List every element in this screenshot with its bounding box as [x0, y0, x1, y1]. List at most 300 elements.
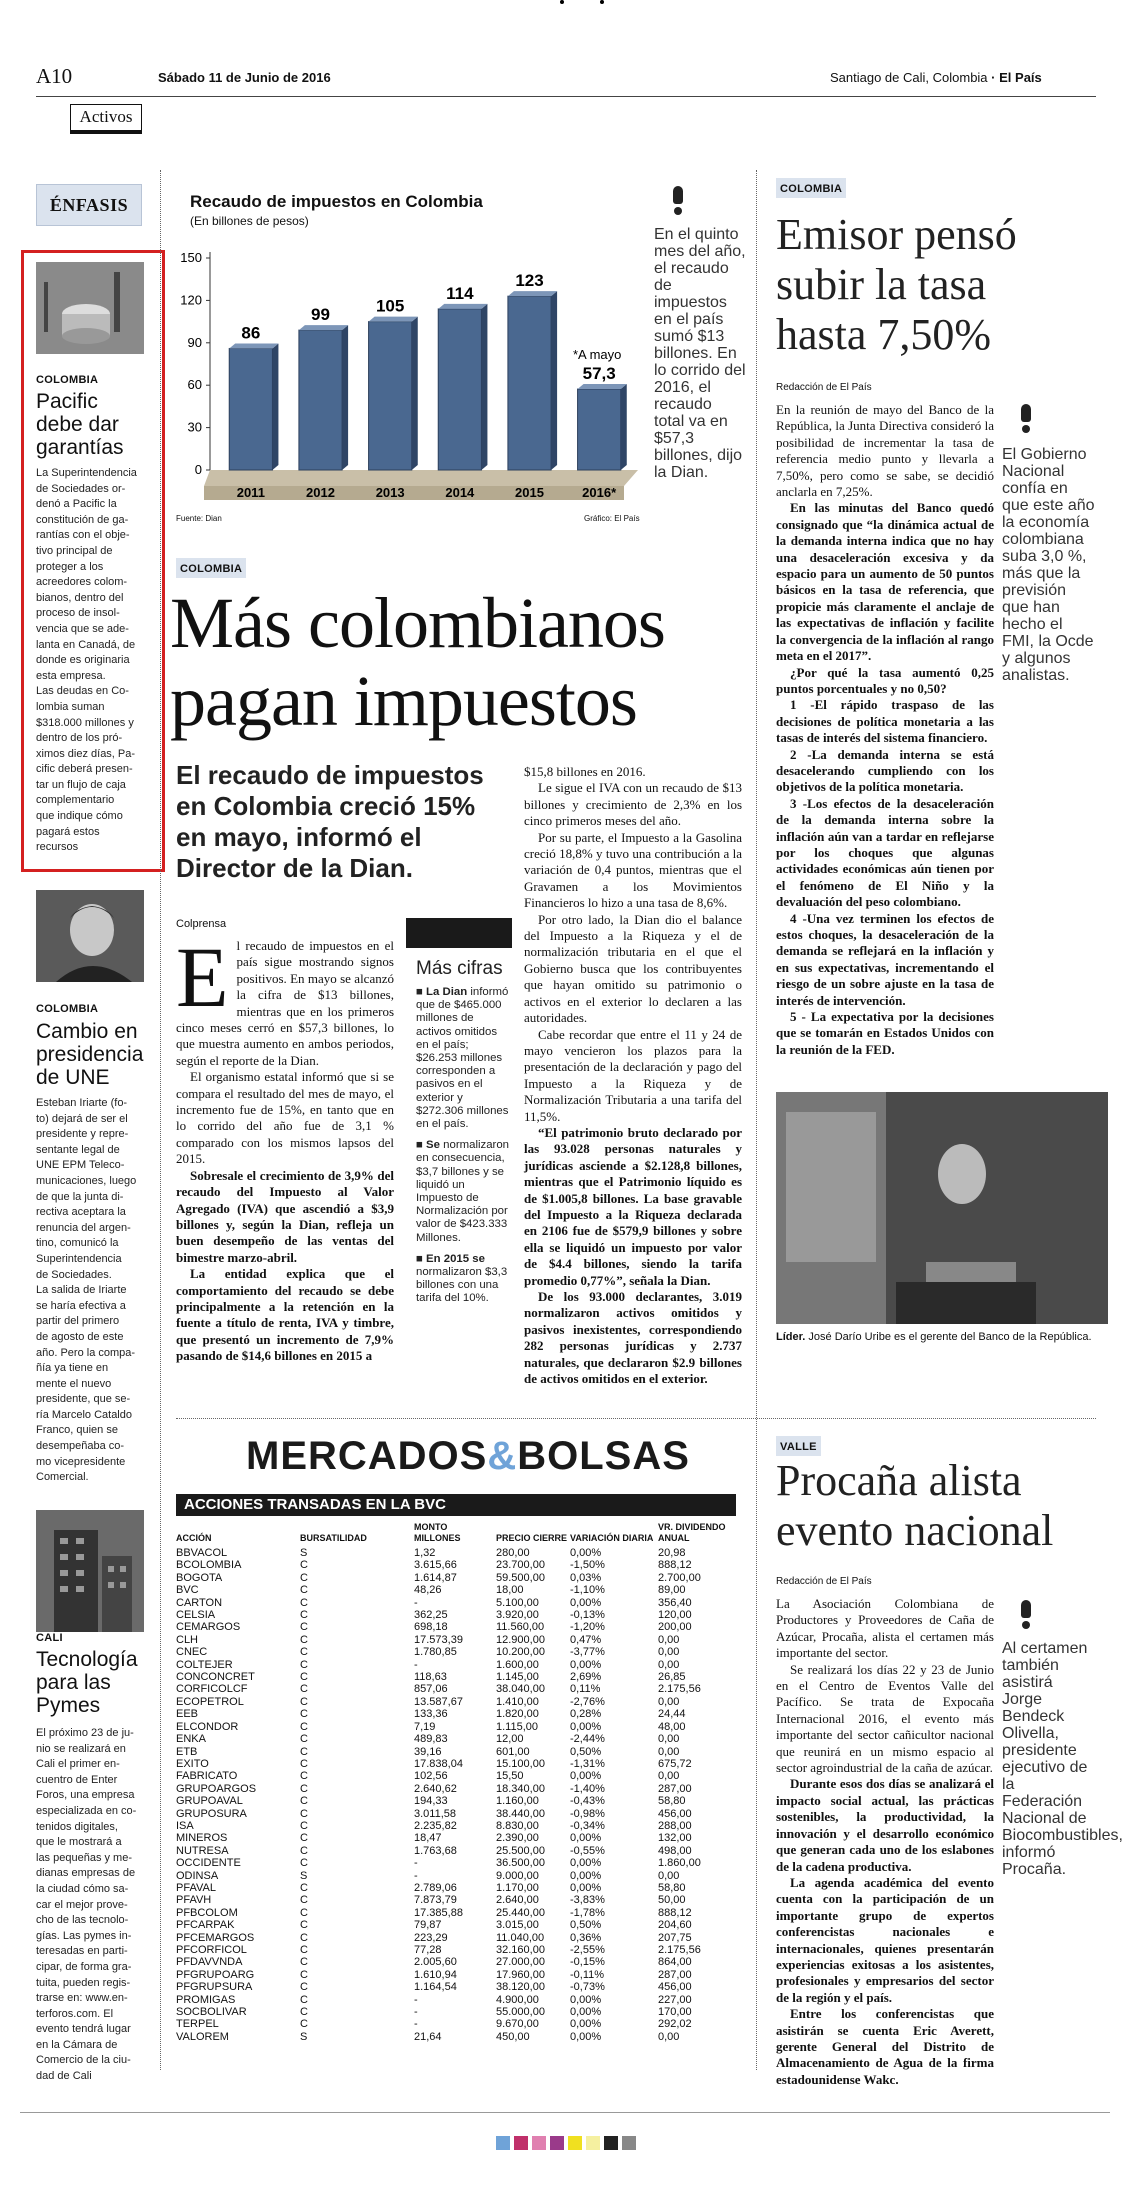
story1-line: esta empresa. — [36, 669, 106, 682]
story1-line: recursos — [36, 841, 79, 854]
table-cell: EEB — [176, 1708, 199, 1721]
story2-line: Comercial. — [36, 1471, 89, 1484]
table-cell: 356,40 — [658, 1596, 692, 1609]
story1-body — [36, 466, 156, 856]
table-cell: 32.160,00 — [496, 1944, 545, 1956]
table-row — [176, 1721, 736, 1733]
table-row — [176, 1671, 736, 1683]
table-cell: 1.410,00 — [496, 1695, 539, 1708]
table-cell: -1,50% — [570, 1559, 605, 1572]
story1-line: vencia que se ade- — [36, 622, 129, 635]
table-cell: 0,00 — [658, 1745, 680, 1758]
main-headline-line2: pagan impuestos — [170, 661, 637, 741]
table-row — [176, 2031, 736, 2043]
story1-line: bianos, dentro del — [36, 591, 124, 604]
story3-line: El próximo 23 de ju- — [36, 1727, 134, 1739]
story2-line: Esteban Iriarte (fo- — [36, 1097, 128, 1109]
story2-line: presidente y repre- — [36, 1128, 129, 1141]
table-cell: 58,80 — [658, 1795, 686, 1808]
table-row — [176, 1770, 736, 1782]
emisor-side-note: El Gobierno Nacional confía en que este año la economía colombiana suba 3,0 %, más que la previsión que han hecho el FMI, la Ocde y algunos analistas. — [1002, 446, 1095, 684]
table-cell: ODINSA — [176, 1869, 219, 1882]
table-cell: 36.500,00 — [496, 1857, 545, 1870]
story2-line: mo vicepresidente — [36, 1455, 126, 1468]
table-cell: 0,00% — [570, 1596, 602, 1609]
story3-body — [36, 1726, 156, 2085]
table-cell: 2.235,82 — [414, 1819, 457, 1832]
cifra-head: ■ La Dian — [416, 986, 471, 998]
story3-line: las pequeñas y me- — [36, 1851, 132, 1864]
table-cell: C — [300, 1832, 308, 1845]
table-cell: 0,28% — [570, 1708, 602, 1721]
table-cell: 1.600,00 — [496, 1658, 539, 1671]
chart-source: Fuente: Dian — [176, 514, 222, 523]
table-cell: 3.615,66 — [414, 1559, 457, 1572]
table-cell: 0,00 — [658, 2030, 680, 2043]
emisor-paragraph: 5 - La expectativa por la decisiones que se tomarán en Estados Unidos con la reunión de la FED. — [776, 1009, 994, 1057]
table-cell: 10.200,00 — [496, 1646, 545, 1659]
table-cell: 0,00% — [570, 1881, 602, 1894]
chart-bar-top — [438, 304, 487, 309]
table-cell: 0,50% — [570, 1745, 602, 1758]
table-row — [176, 1609, 736, 1621]
story2-kicker: COLOMBIA — [36, 1003, 99, 1015]
building-illustration — [36, 1510, 144, 1632]
bvc-header-cell: VARIACIÓN DIARIA — [570, 1533, 654, 1543]
table-cell: C — [300, 1720, 308, 1733]
table-cell: 1.170,00 — [496, 1881, 539, 1894]
story2-headline: Cambio en presidencia de UNE — [36, 1020, 144, 1089]
table-cell: ETB — [176, 1745, 198, 1758]
table-cell: GRUPOSURA — [176, 1807, 247, 1820]
table-cell: 0,00% — [570, 1658, 602, 1671]
table-cell: -0,73% — [570, 1981, 605, 1994]
table-cell: C — [300, 1857, 308, 1870]
emisor-kicker: COLOMBIA — [780, 183, 843, 195]
table-cell: C — [300, 1894, 308, 1907]
tax-chart — [168, 236, 648, 526]
story3-headline: Tecnología para las Pymes — [36, 1648, 138, 1717]
table-cell: -3,77% — [570, 1646, 605, 1659]
story1-headline: Pacific debe dar garantías — [36, 390, 124, 459]
table-cell: NUTRESA — [176, 1844, 229, 1857]
portrait-illustration — [36, 890, 144, 982]
story1-line: pagará estos — [36, 825, 100, 838]
mas-cifras-title: Más cifras — [416, 958, 503, 979]
table-cell: PFCORFICOL — [176, 1944, 247, 1956]
main-col1 — [176, 929, 394, 1365]
table-cell: BVC — [176, 1584, 199, 1597]
table-cell: -0,34% — [570, 1819, 605, 1832]
story2-line: ría Marcelo Cataldo — [36, 1408, 132, 1421]
story2-line: La salida de Iriarte — [36, 1284, 127, 1297]
cifra-head: ■ En 2015 se — [416, 1252, 485, 1265]
table-cell: 2.390,00 — [496, 1832, 539, 1845]
emisor-paragraph: 3 -Los efectos de la desaceleración de la demanda interna sobre la inflación aún van a tardar en reflejarse por los choques que algunas actividades económicas aún tienen por el fenómeno de El Niño y la devaluación del peso colombiano. — [776, 795, 994, 910]
cifra-text: normalizaron en consecuencia, $3,7 billones y se liquidó un Impuesto de Normalización por valor de $423.333 Millones. — [416, 1139, 509, 1244]
table-row — [176, 1994, 736, 2006]
table-cell: C — [300, 1819, 308, 1832]
main-kicker-box — [176, 558, 246, 578]
table-cell: -1,78% — [570, 1906, 605, 1919]
table-cell: -0,11% — [570, 1968, 605, 1981]
table-cell: 0,03% — [570, 1571, 602, 1584]
table-cell: OCCIDENTE — [176, 1857, 241, 1870]
table-cell: C — [300, 1919, 308, 1932]
main-headline-line1: Más colombianos — [170, 583, 665, 663]
table-cell: C — [300, 1844, 308, 1857]
table-cell: 362,25 — [414, 1609, 448, 1622]
story2-line: se haría efectiva a — [36, 1299, 126, 1312]
table-cell: - — [414, 2018, 418, 2031]
table-cell: 0,00% — [570, 1770, 602, 1783]
table-cell: 287,00 — [658, 1968, 692, 1981]
table-cell: C — [300, 1708, 308, 1721]
header-date — [158, 70, 331, 85]
enfasis-label-box — [36, 184, 142, 226]
table-row — [176, 1547, 736, 1559]
table-cell: 132,00 — [658, 1832, 692, 1845]
table-cell: 39,16 — [414, 1745, 442, 1758]
bvc-table — [176, 1522, 736, 2043]
table-cell: 1.860,00 — [658, 1857, 701, 1870]
pymes-photo — [36, 1510, 144, 1632]
chart-bar — [369, 322, 412, 470]
procana-paragraph: Entre los conferencistas que asistirán se cuenta Eric Averett, gerente General del Distrito de Almacenamiento de Agua de la firma estadounidense Wakc. — [776, 2006, 994, 2087]
table-cell: 18,00 — [496, 1584, 524, 1597]
mercados-title — [246, 1434, 690, 1479]
procana-paragraph: Se realizará los días 22 y 23 de Junio en el Centro de Eventos Valle del Pacífico. Se trata de Expocaña Internacional 2016, el evento más importante del sector cañicultor nacional que reunirá en un mismo espacio al sector agroindustrial de la caña de azúcar. — [776, 1661, 994, 1776]
drop-cap: E — [176, 929, 229, 1025]
story2-line: UNE EPM Teleco- — [36, 1159, 125, 1172]
table-row — [176, 1559, 736, 1571]
chart-data-label: 99 — [311, 305, 330, 325]
table-cell: -0,13% — [570, 1609, 605, 1622]
table-cell: -2,55% — [570, 1944, 605, 1956]
mas-cifras-bar — [406, 918, 512, 948]
table-row — [176, 1956, 736, 1968]
table-cell: -1,20% — [570, 1621, 605, 1634]
header-date-text: Sábado 11 de Junio de 2016 — [158, 70, 331, 85]
table-cell: PFGRUPOARG — [176, 1968, 255, 1981]
table-cell: 287,00 — [658, 1782, 692, 1795]
table-row — [176, 1733, 736, 1745]
table-cell: BBVACOL — [176, 1547, 228, 1559]
procana-headline: Procaña alista evento nacional — [776, 1456, 1054, 1555]
story2-line: to) dejará de ser el — [36, 1112, 128, 1125]
chart-bar-side — [412, 317, 418, 470]
table-cell: 2.700,00 — [658, 1571, 701, 1584]
main-deck: El recaudo de impuestos en Colombia creció 15% en mayo, informó el Director de la Dian. — [176, 760, 484, 883]
table-cell: C — [300, 1956, 308, 1969]
story1-line: Las deudas en Co- — [36, 685, 129, 698]
table-cell: C — [300, 1683, 308, 1696]
table-cell: -2,76% — [570, 1695, 605, 1708]
chart-data-label: 123 — [515, 271, 544, 291]
table-cell: 280,00 — [496, 1547, 530, 1559]
col2-p5: Cabe recordar que entre el 11 y 24 de mayo vencieron los plazos para la presentación de la declaración y pago del Impuesto a la Riqueza y de Normalización Tributaria a una tarifa del 11,5%. — [524, 1026, 742, 1124]
table-cell: 0,47% — [570, 1633, 602, 1646]
story3-line: dad de Cali — [36, 2070, 92, 2083]
bvc-header-cell: BURSATILIDAD — [300, 1533, 367, 1543]
table-cell: - — [414, 2006, 418, 2019]
color-registration-bar — [496, 2136, 636, 2150]
chart-data-label: 57,3 — [582, 364, 616, 384]
sidebar-divider — [160, 170, 161, 2070]
table-cell: 13.587,67 — [414, 1695, 463, 1708]
table-cell: S — [300, 1869, 308, 1882]
emisor-headline: Emisor pensó subir la tasa hasta 7,50% — [776, 210, 1017, 359]
table-cell: C — [300, 1571, 308, 1584]
story3-line: car el mejor prove- — [36, 1898, 128, 1911]
col1-p2: El organismo estatal informó que si se compara el resultado del mes de mayo, el incremento fue de 15%, en tanto que en lo corrido del año fue de 3,1 % comparado con los mismos lapsos del 2015. — [176, 1069, 394, 1167]
table-cell: GRUPOAVAL — [176, 1795, 243, 1808]
chart-bar-side — [551, 291, 557, 470]
x-tick-label: 2011 — [236, 485, 265, 500]
table-cell: 0,11% — [570, 1683, 601, 1696]
story1-line: tivo principal de — [36, 544, 113, 557]
story3-line: trarse en: www.en- — [36, 1992, 128, 2005]
chart-title: Recaudo de impuestos en Colombia — [190, 192, 483, 211]
table-cell: FABRICATO — [176, 1770, 238, 1783]
story2-line: municaciones, luego — [36, 1174, 137, 1187]
table-cell: 2.640,00 — [496, 1894, 539, 1907]
story3-line: cipar, de forma gra- — [36, 1960, 132, 1973]
table-cell: BCOLOMBIA — [176, 1559, 242, 1572]
table-row — [176, 1708, 736, 1720]
chart-bar-side — [272, 343, 278, 470]
table-cell: -1,10% — [570, 1584, 605, 1597]
table-cell: - — [414, 1658, 418, 1671]
cifra-item — [416, 986, 512, 1131]
table-cell: CARTON — [176, 1596, 223, 1609]
table-cell: 2.005,60 — [414, 1956, 457, 1969]
procana-body — [776, 1596, 994, 2088]
table-cell: CONCONCRET — [176, 1671, 255, 1684]
table-cell: C — [300, 1695, 308, 1708]
table-cell: 17.573,39 — [414, 1633, 463, 1646]
y-tick-label: 0 — [194, 462, 202, 477]
table-cell: MINEROS — [176, 1832, 228, 1845]
emisor-kicker-box — [776, 178, 846, 198]
story1-kicker: COLOMBIA — [36, 374, 99, 386]
story1-line: dentro de los pró- — [36, 732, 123, 745]
story1-line: de Sociedades or- — [36, 482, 126, 495]
story1-line: tar un flujo de caja — [36, 778, 126, 791]
table-cell: 12.900,00 — [496, 1633, 545, 1646]
table-cell: 489,83 — [414, 1733, 448, 1746]
chart-bar-side — [621, 384, 627, 470]
chart-bar-side — [481, 304, 487, 470]
table-cell: 38.120,00 — [496, 1981, 545, 1994]
table-cell: C — [300, 1745, 308, 1758]
table-cell: C — [300, 1770, 308, 1783]
table-cell: 223,29 — [414, 1931, 448, 1944]
right-column-divider — [756, 170, 757, 2070]
table-cell: 675,72 — [658, 1757, 692, 1770]
table-cell: C — [300, 1944, 308, 1956]
table-cell: 170,00 — [658, 2006, 692, 2019]
table-cell: C — [300, 1881, 308, 1894]
table-row — [176, 1969, 736, 1981]
chart-bar-top — [229, 343, 278, 348]
chart-subtitle: (En billones de pesos) — [190, 214, 309, 228]
table-cell: -0,98% — [570, 1807, 605, 1820]
table-cell: 48,26 — [414, 1584, 442, 1597]
story3-line: evento tendrá lugar — [36, 2023, 131, 2036]
table-cell: CORFICOLCF — [176, 1683, 248, 1696]
story1-line: proteger a los — [36, 560, 104, 573]
table-cell: 2.789,06 — [414, 1881, 457, 1894]
emisor-paragraph: 4 -Una vez terminen los efectos de estos choques, la desaceleración de la demanda se reflejará en la inflación y en sus expectativas, incrementando el riesgo de un sobre ajuste en la tasa de interés de intervención. — [776, 910, 994, 1008]
table-cell: GRUPOARGOS — [176, 1782, 257, 1795]
story2-line: de Sociedades. — [36, 1268, 112, 1281]
table-cell: C — [300, 1931, 308, 1944]
table-cell: C — [300, 1757, 308, 1770]
story2-line: presidente, que se- — [36, 1393, 131, 1406]
swatch-lightyellow — [586, 2136, 600, 2150]
table-cell: 601,00 — [496, 1745, 530, 1758]
story2-line: de agosto de este — [36, 1330, 124, 1343]
table-cell: 15,50 — [496, 1770, 524, 1783]
col1-p4: La entidad explica que el comportamiento del recaudo se debe principalmente a la retención en la fuente a título de renta, IVA y timbre, que presentó un incremento de 7,9% pasando de $14,6 billones en 2015 a — [176, 1266, 394, 1364]
chart-bar — [299, 330, 342, 470]
table-cell: 21,64 — [414, 2030, 442, 2043]
procana-side-note: Al certamen también asistirá Jorge Bendeck Olivella, presidente ejecutivo de la Federación Nacional de Biocombustibles, informó Procaña. — [1002, 1640, 1123, 1878]
table-row — [176, 1832, 736, 1844]
col2-p7: De los 93.000 declarantes, 3.019 normalizaron activos omitidos y pasivos inexistentes, correspondiendo 282 personas jurídicas y 2.737 naturales, que declararon $2.9 billones de activos omitidos en el exterior. — [524, 1289, 742, 1387]
table-cell: 17.838,04 — [414, 1757, 463, 1770]
table-row — [176, 1646, 736, 1658]
table-cell: CELSIA — [176, 1609, 216, 1622]
table-cell: -1,40% — [570, 1782, 605, 1795]
table-cell: 79,87 — [414, 1919, 442, 1932]
table-cell: TERPEL — [176, 2018, 219, 2031]
table-cell: 864,00 — [658, 1956, 692, 1969]
table-cell: C — [300, 1671, 308, 1684]
table-cell: 3.920,00 — [496, 1609, 539, 1622]
cifra-item — [416, 1253, 512, 1306]
uribe-caption — [776, 1330, 1106, 1344]
story1-line: que indique cómo — [36, 810, 123, 823]
table-cell: COLTEJER — [176, 1658, 233, 1671]
table-cell: 857,06 — [414, 1683, 448, 1696]
table-cell: -3,83% — [570, 1894, 605, 1907]
table-cell: 59.500,00 — [496, 1571, 545, 1584]
bvc-table-title: ACCIONES TRANSADAS EN LA BVC — [184, 1496, 446, 1513]
table-cell: 38.440,00 — [496, 1807, 545, 1820]
table-cell: 0,00 — [658, 1646, 680, 1659]
table-cell: C — [300, 1981, 308, 1994]
table-cell: 207,75 — [658, 1931, 692, 1944]
story1-line: rantías con el obje- — [36, 529, 130, 542]
story1-line: constitución de ga- — [36, 513, 129, 526]
main-headline — [170, 584, 665, 740]
emisor-body — [776, 402, 994, 1058]
swatch-yellow — [568, 2136, 582, 2150]
x-tick-label: 2015 — [515, 485, 544, 500]
table-cell: 25.440,00 — [496, 1906, 545, 1919]
table-cell: 4.900,00 — [496, 1993, 539, 2006]
table-cell: 888,12 — [658, 1559, 692, 1572]
table-cell: C — [300, 1906, 308, 1919]
table-cell: 15.100,00 — [496, 1757, 545, 1770]
table-cell: 3.011,58 — [414, 1807, 457, 1820]
story3-line: en la Cámara de — [36, 2038, 118, 2051]
table-cell: 25.500,00 — [496, 1844, 545, 1857]
table-cell: 27.000,00 — [496, 1956, 545, 1969]
table-cell: 1.763,68 — [414, 1844, 457, 1857]
table-cell: PFBCOLOM — [176, 1906, 238, 1919]
story2-line: renuncia del argen- — [36, 1221, 131, 1234]
table-cell: 102,56 — [414, 1770, 448, 1783]
table-cell: 0,00% — [570, 1993, 602, 2006]
table-cell: 17.960,00 — [496, 1968, 545, 1981]
table-cell: 456,00 — [658, 1981, 692, 1994]
col2-p6: “El patrimonio bruto declarado por las 93.028 personas naturales y jurídicas asciende a $2.128,8 billones, mientras que el Patrimonio líquido es de $1.005,8 billones. La base gravable del Impuesto a la Riqueza declarada en 2106 fue de $579,9 billones y sobre ella se liquidó un impuesto por valor de $4.4 billones, siendo la tarifa promedio 0,77%”, señala la Dian. — [524, 1124, 742, 1288]
table-cell: 204,60 — [658, 1919, 692, 1932]
table-cell: C — [300, 1584, 308, 1597]
table-cell: 9.670,00 — [496, 2018, 539, 2031]
story3-line: terforos.com. El — [36, 2007, 114, 2020]
table-row — [176, 1758, 736, 1770]
table-cell: 194,33 — [414, 1795, 448, 1808]
table-cell: CEMARGOS — [176, 1621, 241, 1634]
bvc-header-cell: PRECIO CIERRE — [496, 1533, 568, 1543]
story3-line: Foros, una empresa — [36, 1789, 135, 1802]
story3-line: nio se realizará en — [36, 1742, 126, 1755]
emisor-paragraph: 2 -La demanda interna se está desacelerando cumpliendo con los objetivos de la política monetaria. — [776, 746, 994, 795]
story3-line: Cali el primer en- — [36, 1758, 120, 1771]
table-cell: PFAVH — [176, 1894, 212, 1907]
table-cell: 0,36% — [570, 1931, 602, 1944]
table-cell: 18.340,00 — [496, 1782, 545, 1795]
story1-line: denó a Pacific la — [36, 498, 117, 511]
table-row — [176, 1621, 736, 1633]
table-cell: 698,18 — [414, 1621, 448, 1634]
story3-line: cho de las tecnolo- — [36, 1914, 129, 1927]
table-cell: 120,00 — [658, 1609, 692, 1622]
table-cell: PFAVAL — [176, 1881, 216, 1894]
table-cell: 200,00 — [658, 1621, 692, 1634]
story1-line: acreedores colom- — [36, 576, 128, 589]
iriarte-photo — [36, 890, 144, 982]
main-col2 — [524, 764, 742, 1387]
table-row — [176, 1696, 736, 1708]
table-cell: 2.175,56 — [658, 1683, 701, 1696]
procana-kicker: VALLE — [780, 1441, 817, 1453]
exclamation-icon — [668, 186, 688, 216]
x-tick-label: 2014 — [445, 485, 475, 500]
table-cell: 20,98 — [658, 1547, 686, 1559]
table-cell: C — [300, 1993, 308, 2006]
story2-body — [36, 1096, 156, 1486]
story2-line: mente el nuevo — [36, 1377, 112, 1390]
table-row — [176, 1907, 736, 1919]
main-byline: Colprensa — [176, 918, 227, 930]
x-tick-label: 2013 — [375, 485, 405, 500]
story2-line: año. Pero la compa- — [36, 1346, 136, 1359]
bvc-header-cell: VR. DIVIDENDO ANUAL — [658, 1522, 726, 1543]
table-row — [176, 1572, 736, 1584]
table-cell: 227,00 — [658, 1993, 692, 2006]
table-row — [176, 1820, 736, 1832]
table-cell: 450,00 — [496, 2030, 530, 2043]
bvc-table-title-bar — [176, 1494, 736, 1516]
chart-side-note: En el quinto mes del año, el recaudo de impuestos en el país sumó $13 billones. En lo corrido del 2016, el recaudo total va en $57,3 billones, dijo la Dian. — [654, 226, 746, 481]
chart-data-label: 114 — [446, 283, 474, 303]
cifra-item — [416, 1139, 512, 1245]
